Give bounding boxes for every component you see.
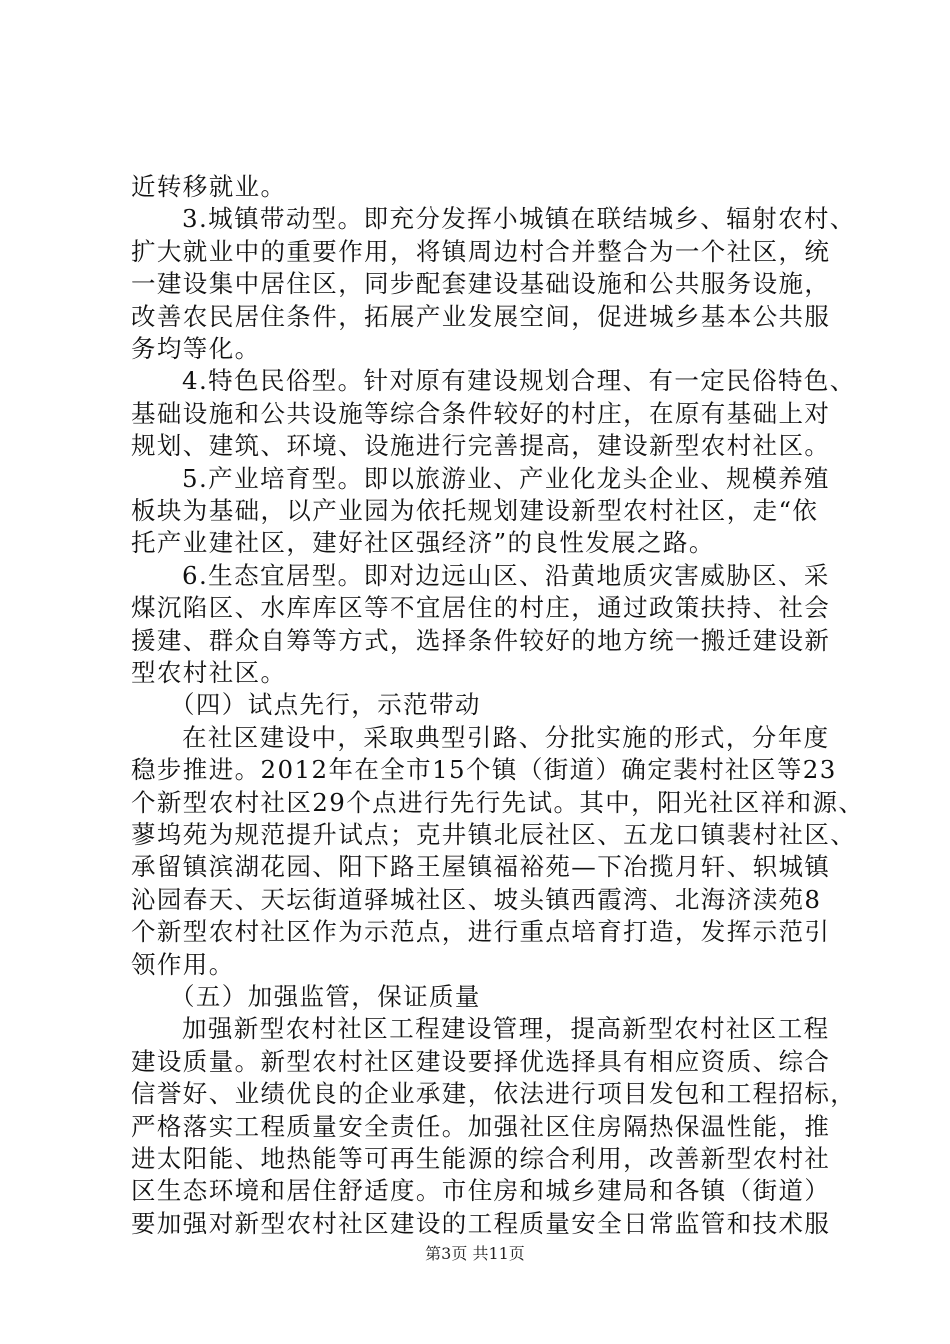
body-text-line: 进太阳能、地热能等可再生能源的综合利用，改善新型农村社	[131, 1144, 831, 1173]
page-number-footer: 第3页 共11页	[425, 1244, 525, 1263]
body-text-line: 型农村社区。	[131, 658, 287, 687]
body-text-line: 个新型农村社区29个点进行先行先试。其中，阳光社区祥和源、	[131, 788, 865, 817]
section-heading: （四）试点先行，示范带动	[170, 690, 481, 719]
body-text-line: 扩大就业中的重要作用，将镇周边村合并整合为一个社区，统	[131, 237, 831, 266]
body-text-line: 严格落实工程质量安全责任。加强社区住房隔热保温性能，推	[131, 1112, 831, 1141]
body-text-line: 承留镇滨湖花园、阳下路王屋镇福裕苑—下冶揽月轩、轵城镇	[131, 852, 831, 881]
section-heading: （五）加强监管，保证质量	[170, 982, 481, 1011]
body-text-line: 规划、建筑、环境、设施进行完善提高，建设新型农村社区。	[131, 431, 831, 460]
body-text-line: 援建、群众自筹等方式，选择条件较好的地方统一搬迁建设新	[131, 626, 831, 655]
body-text-line: 信誉好、业绩优良的企业承建，依法进行项目发包和工程招标，	[131, 1079, 857, 1108]
body-text-line: 一建设集中居住区，同步配套建设基础设施和公共服务设施，	[131, 269, 831, 298]
body-text-line: 在社区建设中，采取典型引路、分批实施的形式，分年度	[182, 723, 830, 752]
body-text-line: 稳步推进。2012年在全市15个镇（街道）确定裴村社区等23	[131, 755, 837, 784]
body-text-line: 4.特色民俗型。针对原有建设规划合理、有一定民俗特色、	[182, 366, 856, 395]
body-text-line: 5.产业培育型。即以旅游业、产业化龙头企业、规模养殖	[182, 464, 830, 493]
body-text-line: 托产业建社区，建好社区强经济”的良性发展之路。	[131, 528, 715, 557]
body-text-line: 近转移就业。	[131, 172, 287, 201]
body-text-line: 建设质量。新型农村社区建设要择优选择具有相应资质、综合	[131, 1047, 831, 1076]
body-text-line: 3.城镇带动型。即充分发挥小城镇在联结城乡、辐射农村、	[182, 204, 856, 233]
body-text-line: 基础设施和公共设施等综合条件较好的村庄，在原有基础上对	[131, 399, 831, 428]
body-text-line: 板块为基础，以产业园为依托规划建设新型农村社区，走“依	[131, 496, 819, 525]
body-text-line: 蓼坞苑为规范提升试点；克井镇北辰社区、五龙口镇裴村社区、	[131, 820, 857, 849]
body-text-line: 领作用。	[131, 950, 235, 979]
body-text-line: 加强新型农村社区工程建设管理，提高新型农村社区工程	[182, 1014, 830, 1043]
body-text-line: 要加强对新型农村社区建设的工程质量安全日常监管和技术服	[131, 1209, 831, 1238]
body-text-line: 个新型农村社区作为示范点，进行重点培育打造，发挥示范引	[131, 917, 831, 946]
body-text-line: 务均等化。	[131, 334, 261, 363]
body-text-line: 沁园春天、天坛街道驿城社区、坡头镇西霞湾、北海济渎苑8	[131, 885, 822, 914]
body-text-line: 改善农民居住条件，拓展产业发展空间，促进城乡基本公共服	[131, 302, 831, 331]
body-text-line: 区生态环境和居住舒适度。市住房和城乡建局和各镇（街道）	[131, 1176, 831, 1205]
body-text-line: 6.生态宜居型。即对边远山区、沿黄地质灾害威胁区、采	[182, 561, 830, 590]
body-text-line: 煤沉陷区、水库库区等不宜居住的村庄，通过政策扶持、社会	[131, 593, 831, 622]
